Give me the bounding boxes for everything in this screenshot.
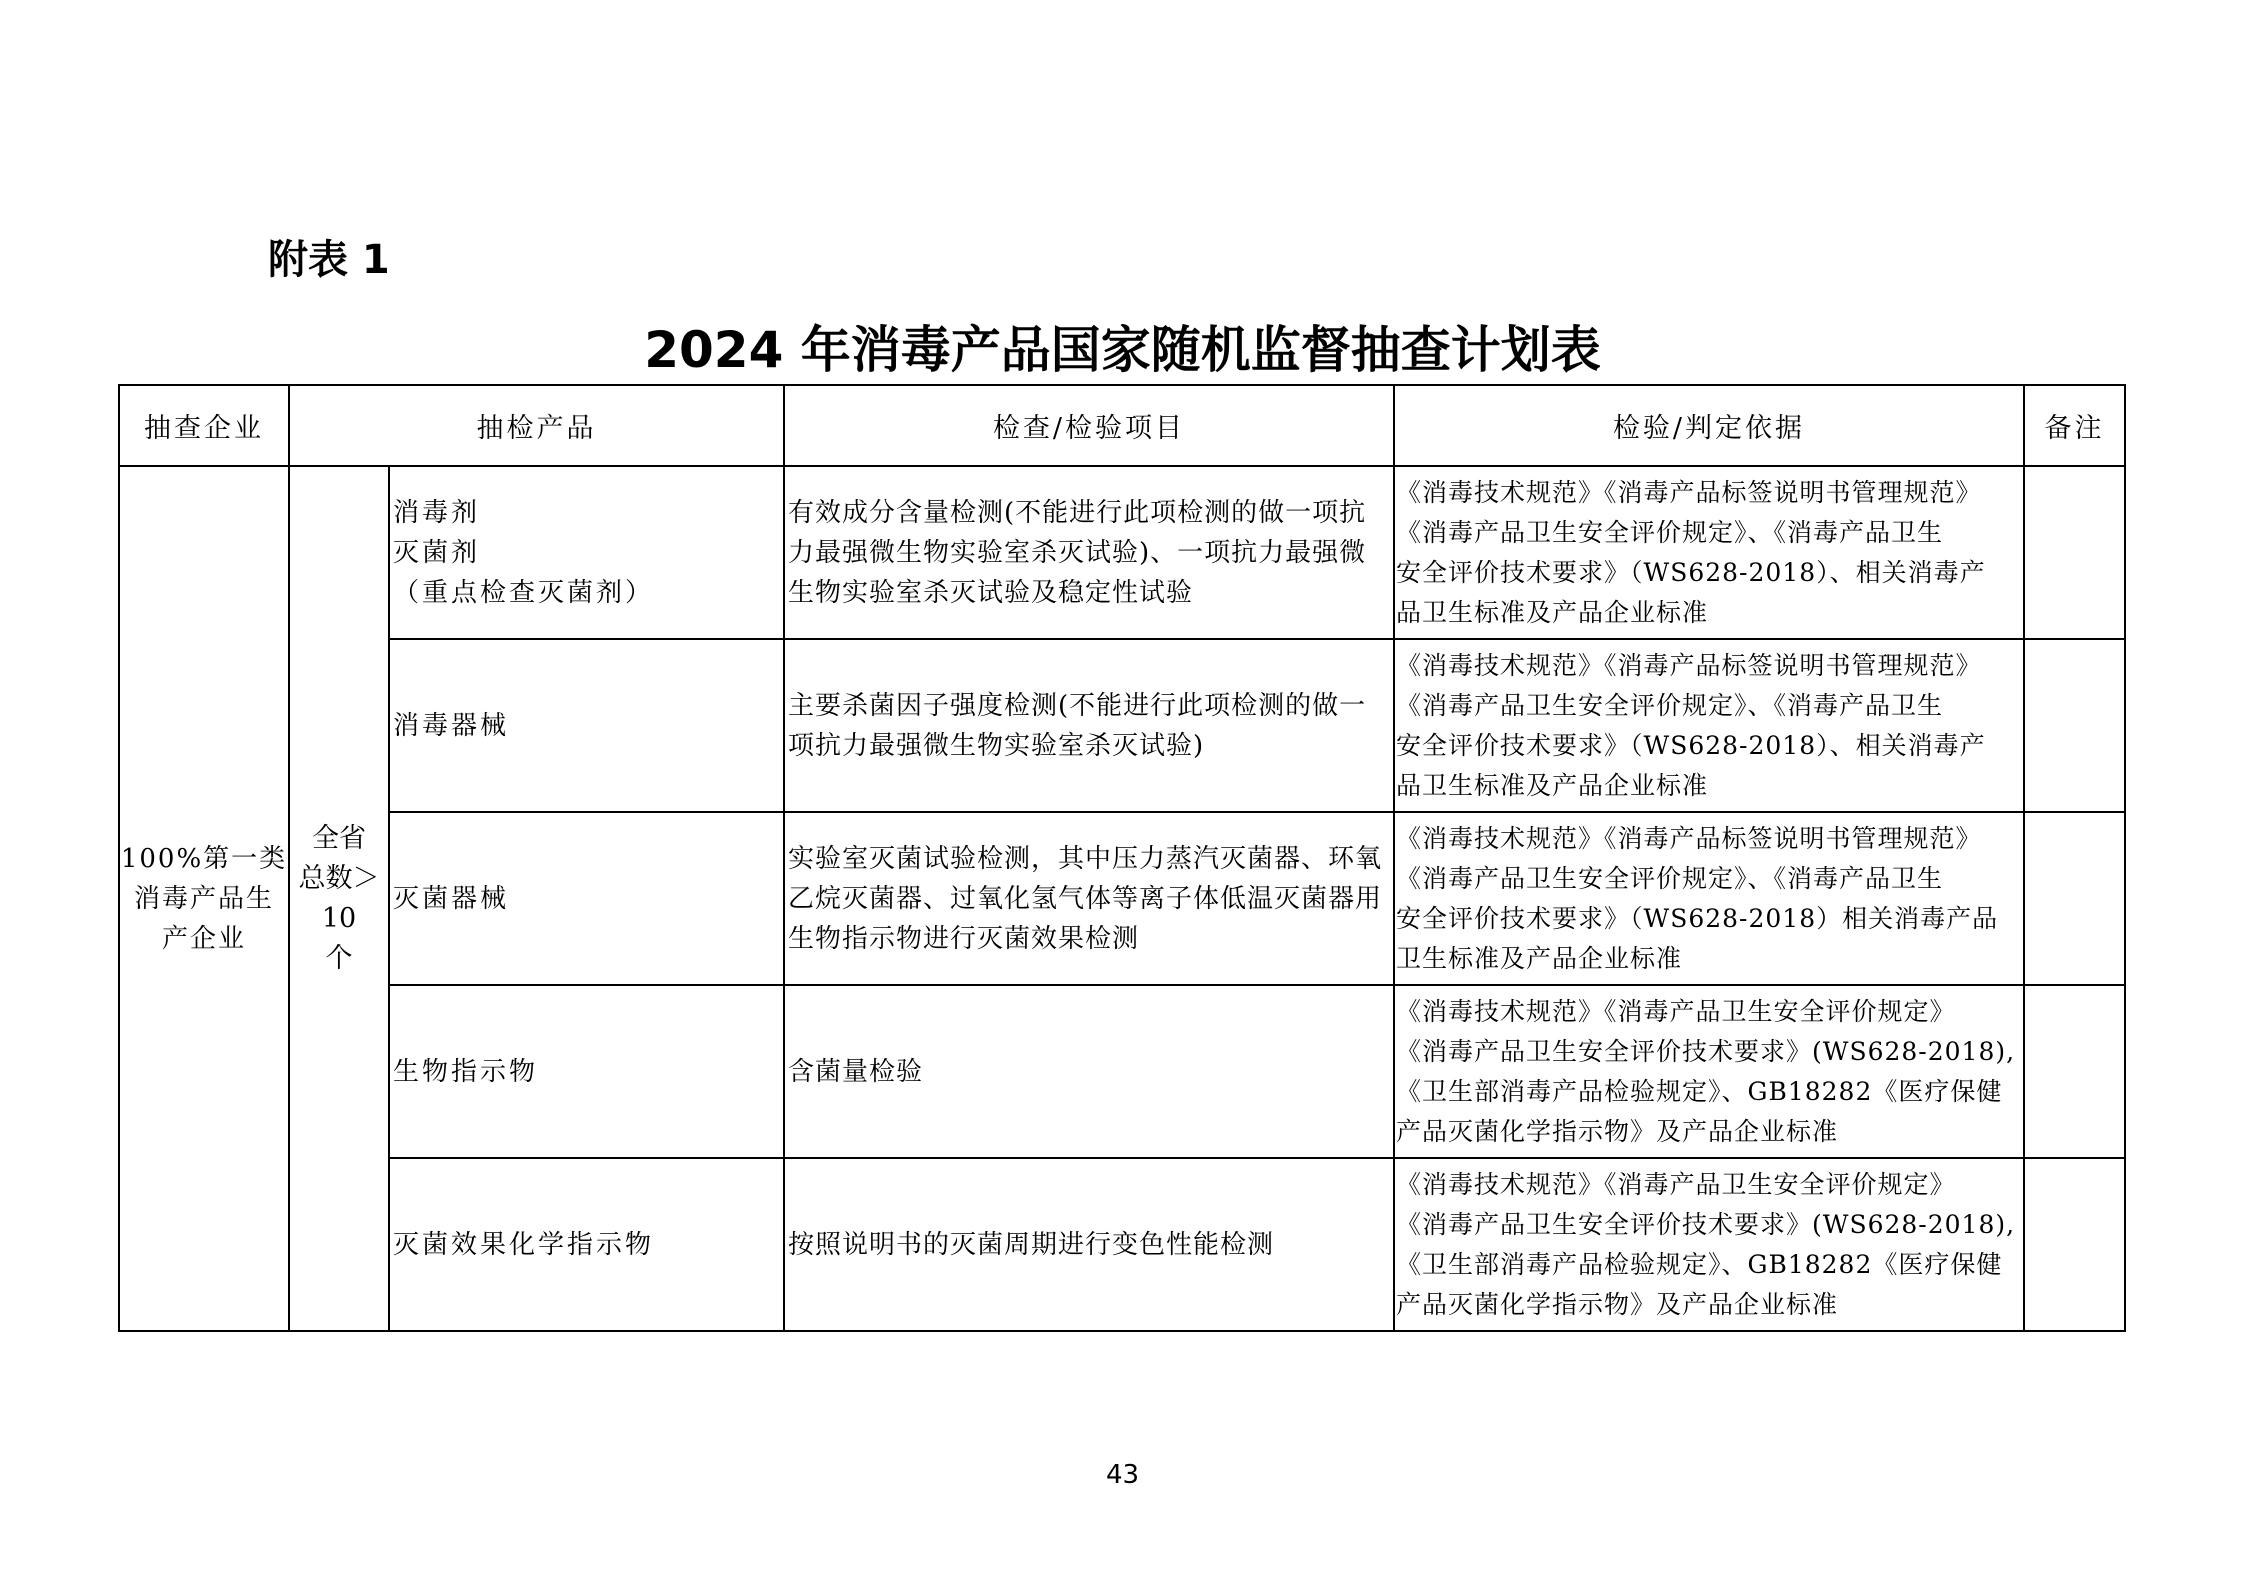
table-row xyxy=(119,812,2125,985)
inspection-plan-table xyxy=(118,384,2126,1332)
judgement-basis-line: 产品灭菌化学指示物》及产品企业标准 xyxy=(1396,1116,1839,1146)
inspection-item-cell xyxy=(784,985,1394,1158)
remarks-cell xyxy=(2024,466,2125,639)
judgement-basis-line: 《消毒技术规范》《消毒产品标签说明书管理规范》 xyxy=(1396,477,1982,507)
judgement-basis-line: 《消毒产品卫生安全评价规定》、《消毒产品卫生 xyxy=(1396,517,1944,547)
inspection-item-line: 项抗力最强微生物实验室杀灭试验) xyxy=(788,730,1205,761)
judgement-basis-line: 品卫生标准及产品企业标准 xyxy=(1396,770,1709,800)
enterprise-cell xyxy=(119,466,289,1331)
inspection-item-line: 含菌量检验 xyxy=(788,1056,924,1087)
product-cell xyxy=(389,1158,784,1331)
judgement-basis-line: 《卫生部消毒产品检验规定》、GB18282《医疗保健 xyxy=(1396,1249,2003,1279)
remarks-cell xyxy=(2024,639,2125,812)
judgement-basis-line: 卫生标准及产品企业标准 xyxy=(1396,943,1683,973)
inspection-item-line: 生物实验室杀灭试验及稳定性试验 xyxy=(788,577,1194,608)
total-count-line: 总数＞ xyxy=(298,862,380,894)
judgement-basis-line: 《消毒产品卫生安全评价技术要求》(WS628-2018), xyxy=(1396,1209,2016,1239)
judgement-basis-line: 安全评价技术要求》（WS628-2018）、相关消毒产 xyxy=(1396,730,1986,760)
inspection-item-line: 有效成分含量检测(不能进行此项检测的做一项抗 xyxy=(788,497,1367,528)
inspection-item-line: 力最强微生物实验室杀灭试验)、一项抗力最强微 xyxy=(788,537,1367,568)
inspection-item-cell xyxy=(784,812,1394,985)
table-row xyxy=(119,639,2125,812)
total-count-line: 个 xyxy=(325,942,353,974)
total-count-line: 全省 xyxy=(312,822,366,854)
product-cell xyxy=(389,639,784,812)
header-basis: 检验/判定依据 xyxy=(1394,385,2024,466)
judgement-basis-cell xyxy=(1394,639,2024,812)
judgement-basis-line: 《消毒产品卫生安全评价规定》、《消毒产品卫生 xyxy=(1396,863,1944,893)
judgement-basis-cell xyxy=(1394,466,2024,639)
judgement-basis-line: 《消毒技术规范》《消毒产品标签说明书管理规范》 xyxy=(1396,823,1982,853)
inspection-item-line: 乙烷灭菌器、过氧化氢气体等离子体低温灭菌器用 xyxy=(788,883,1383,914)
header-remarks: 备注 xyxy=(2024,385,2125,466)
inspection-item-line: 主要杀菌因子强度检测(不能进行此项检测的做一 xyxy=(788,690,1367,721)
inspection-item-cell xyxy=(784,466,1394,639)
header-enterprise: 抽查企业 xyxy=(119,385,289,466)
inspection-item-cell xyxy=(784,639,1394,812)
total-count-line: 10 xyxy=(321,902,357,934)
judgement-basis-cell xyxy=(1394,812,2024,985)
product-text-line: （重点检查灭菌剂） xyxy=(393,577,655,608)
product-text-line: 生物指示物 xyxy=(393,1056,539,1087)
enterprise-text-line: 消毒产品生 xyxy=(133,883,274,914)
judgement-basis-line: 《消毒产品卫生安全评价技术要求》(WS628-2018), xyxy=(1396,1036,2016,1066)
remarks-cell xyxy=(2024,812,2125,985)
judgement-basis-line: 《消毒技术规范》《消毒产品卫生安全评价规定》 xyxy=(1396,996,1956,1026)
judgement-basis-line: 安全评价技术要求》（WS628-2018）、相关消毒产 xyxy=(1396,557,1986,587)
table-header-row xyxy=(119,385,2125,466)
inspection-item-cell xyxy=(784,1158,1394,1331)
inspection-item-line: 生物指示物进行灭菌效果检测 xyxy=(788,923,1140,954)
product-text-line: 灭菌剂 xyxy=(393,537,481,568)
table-row xyxy=(119,466,2125,639)
header-items: 检查/检验项目 xyxy=(784,385,1394,466)
table-row xyxy=(119,985,2125,1158)
inspection-item-line: 实验室灭菌试验检测，其中压力蒸汽灭菌器、环氧 xyxy=(788,843,1383,874)
judgement-basis-line: 《消毒技术规范》《消毒产品卫生安全评价规定》 xyxy=(1396,1169,1956,1199)
table-row xyxy=(119,1158,2125,1331)
document-title: 2024 年消毒产品国家随机监督抽查计划表 xyxy=(644,321,1601,379)
product-cell xyxy=(389,985,784,1158)
product-cell xyxy=(389,812,784,985)
enterprise-text-line: 100%第一类 xyxy=(120,843,288,874)
header-product: 抽检产品 xyxy=(289,385,784,466)
judgement-basis-line: 《卫生部消毒产品检验规定》、GB18282《医疗保健 xyxy=(1396,1076,2003,1106)
judgement-basis-cell xyxy=(1394,985,2024,1158)
product-text-line: 消毒器械 xyxy=(393,710,510,741)
judgement-basis-line: 品卫生标准及产品企业标准 xyxy=(1396,597,1709,627)
appendix-label: 附表 1 xyxy=(268,237,390,283)
product-text-line: 灭菌器械 xyxy=(393,883,510,914)
inspection-item-line: 按照说明书的灭菌周期进行变色性能检测 xyxy=(788,1229,1275,1260)
enterprise-text-line: 产企业 xyxy=(161,923,246,954)
product-cell xyxy=(389,466,784,639)
judgement-basis-line: 《消毒产品卫生安全评价规定》、《消毒产品卫生 xyxy=(1396,690,1944,720)
judgement-basis-line: 产品灭菌化学指示物》及产品企业标准 xyxy=(1396,1289,1839,1319)
product-text-line: 灭菌效果化学指示物 xyxy=(393,1229,655,1260)
page-number: 43 xyxy=(1105,1460,1140,1490)
total-count-cell xyxy=(289,466,389,1331)
remarks-cell xyxy=(2024,985,2125,1158)
judgement-basis-cell xyxy=(1394,1158,2024,1331)
judgement-basis-line: 安全评价技术要求》（WS628-2018）相关消毒产品 xyxy=(1396,903,1999,933)
remarks-cell xyxy=(2024,1158,2125,1331)
judgement-basis-line: 《消毒技术规范》《消毒产品标签说明书管理规范》 xyxy=(1396,650,1982,680)
product-text-line: 消毒剂 xyxy=(393,497,481,528)
